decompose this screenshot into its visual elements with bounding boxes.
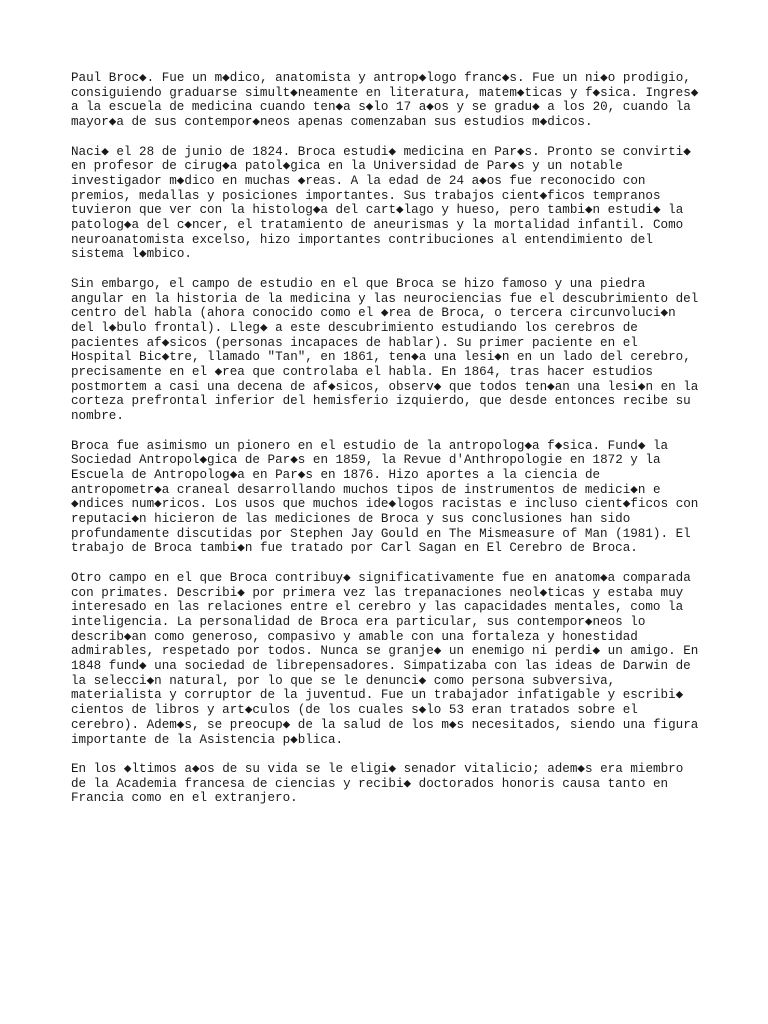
- paragraph-5: Otro campo en el que Broca contribuy◆ significativamente fue en anatom◆a comparada con primates. Describi◆ por primera vez las trepanaciones neol◆ticas y estaba muy interesado en las relaciones entre el cerebro y las capacidades mentales, como la inteligencia. La personalidad de Broca era particular, sus contempor◆neos lo describ◆an como generoso, compasivo y amable con una fortaleza y honestidad admirables, respetado por todos. Nunca se granje◆ un enemigo ni perdi◆ un amigo. En 1848 fund◆ una sociedad de librepensadores. Simpatizaba con las ideas de Darwin de la selecci◆n natural, por lo que se le denunci◆ como persona subversiva, materialista y corruptor de la juventud. Fue un trabajador infatigable y escribi◆ cientos de libros y art◆culos (de los cuales s◆lo 53 eran tratados sobre el cerebro). Adem◆s, se preocup◆ de la salud de los m◆s necesitados, siendo una figura importante de la Asistencia p◆blica.: [71, 570, 699, 747]
- paragraph-2: Naci◆ el 28 de junio de 1824. Broca estudi◆ medicina en Par◆s. Pronto se convirti◆ en profesor de cirug◆a patol◆gica en la Universidad de Par◆s y un notable investigador m◆dico en muchas ◆reas. A la edad de 24 a◆os fue reconocido con premios, medallas y posiciones importantes. Sus trabajos cient◆ficos tempranos tuvieron que ver con la histolog◆a del cart◆lago y hueso, pero tambi◆n estudi◆ la patolog◆a del c◆ncer, el tratamiento de aneurismas y la mortalidad infantil. Como neuroanatomista excelso, hizo importantes contribuciones al entendimiento del sistema l◆mbico.: [71, 144, 691, 262]
- paragraph-6: En los ◆ltimos a◆os de su vida se le eligi◆ senador vitalicio; adem◆s era miembro de la Academia francesa de ciencias y recibi◆ doctorados honoris causa tanto en Francia como en el extranjero.: [71, 761, 684, 806]
- paragraph-1: Paul Broc◆. Fue un m◆dico, anatomista y antrop◆logo franc◆s. Fue un ni◆o prodigio, consiguiendo graduarse simult◆neamente en literatura, matem◆ticas y f◆sica. Ingres◆ a la escuela de medicina cuando ten◆a s◆lo 17 a◆os y se gradu◆ a los 20, cuando la mayor◆a de sus contempor◆neos apenas comenzaban sus estudios m◆dicos.: [71, 71, 699, 130]
- document-body: [71, 71, 711, 821]
- paragraph-3: Sin embargo, el campo de estudio en el que Broca se hizo famoso y una piedra angular en la historia de la medicina y las neurociencias fue el descubrimiento del centro del habla (ahora conocido como el ◆rea de Broca, o tercera circunvoluci◆n del l◆bulo frontal). Lleg◆ a este descubrimiento estudiando los cerebros de pacientes af◆sicos (personas incapaces de hablar). Su primer paciente en el Hospital Bic◆tre, llamado "Tan", en 1861, ten◆a una lesi◆n en un lado del cerebro, precisamente en el ◆rea que controlaba el habla. En 1864, tras hacer estudios postmortem a casi una decena de af◆sicos, observ◆ que todos ten◆an una lesi◆n en la corteza prefrontal inferior del hemisferio izquierdo, que desde entonces recibe su nombre.: [71, 276, 699, 424]
- paragraph-4: Broca fue asimismo un pionero en el estudio de la antropolog◆a f◆sica. Fund◆ la Sociedad Antropol◆gica de Par◆s en 1859, la Revue d'Anthropologie en 1872 y la Escuela de Antropolog◆a en Par◆s en 1876. Hizo aportes a la ciencia de antropometr◆a craneal desarrollando muchos tipos de instrumentos de medici◆n e ◆ndices num◆ricos. Los usos que muchos ide◆logos racistas e incluso cient◆ficos con reputaci◆n hicieron de las mediciones de Broca y sus conclusiones han sido profundamente discutidas por Stephen Jay Gould en The Mismeasure of Man (1981). El trabajo de Broca tambi◆n fue tratado por Carl Sagan en El Cerebro de Broca.: [71, 438, 699, 556]
